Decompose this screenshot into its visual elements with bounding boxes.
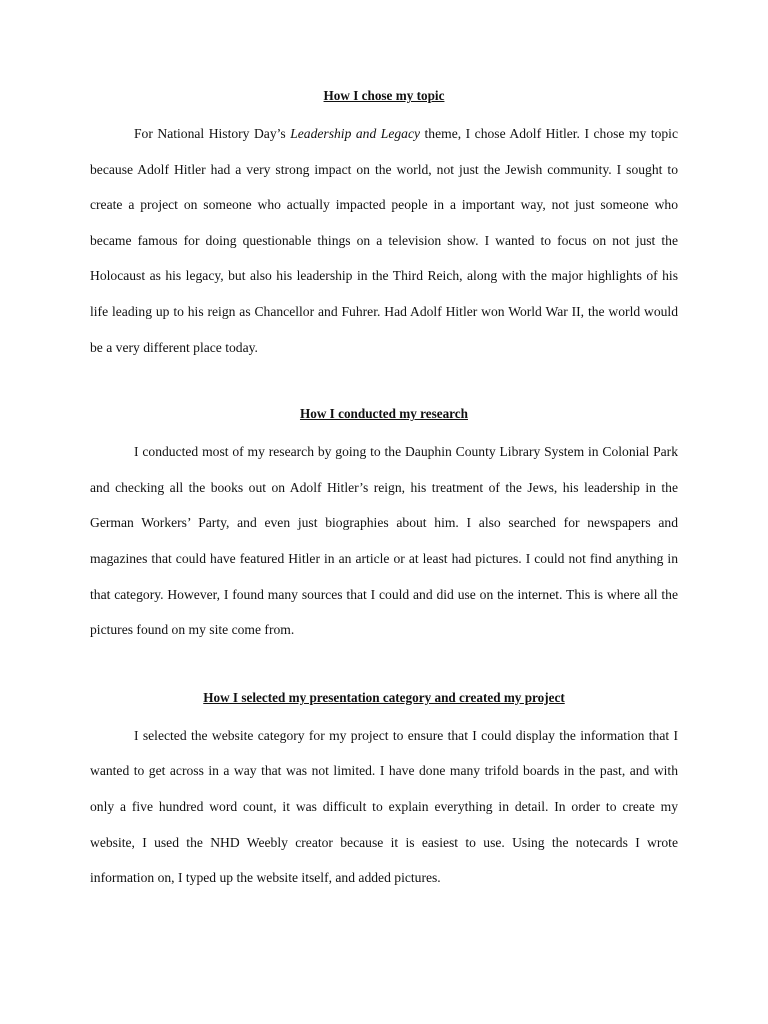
- paragraph-theme-italic: Leadership and Legacy: [290, 126, 421, 141]
- section-heading-research: How I conducted my research: [299, 406, 468, 422]
- paragraph-text-pre: For National History Day’s: [134, 126, 291, 141]
- paragraph-text-post: theme, I chose Adolf Hitler. I chose my topic because Adolf Hitler had a very strong impact on the world, not just the Jewish community. I sought to create a project on someone who actually impacted people in a important way, not just someone who became famous for doing questionable things on a television show. I wanted to focus on not just the Holocaust as his legacy, but also his leadership in the Third Reich, along with the major highlights of his life leading up to his reign as Chancellor and Fuhrer. Had Adolf Hitler won World War II, the world would be a very different place today.: [90, 126, 678, 355]
- section-heading-topic: How I chose my topic: [323, 88, 445, 103]
- section-paragraph-topic: [90, 116, 678, 365]
- section-paragraph-research: I conducted most of my research by going to the Dauphin County Library System in Colonial Park and checking all the books out on Adolf Hitler’s reign, his treatment of the Jews, his leadership in the German Workers’ Party, and even just biographies about him. I also searched for newspapers and magazines that could have featured Hitler in an article or at least had pictures. I could not find anything in that category. However, I found many sources that I could and did use on the internet. This is where all the pictures found on my site come from.: [90, 444, 678, 638]
- section-spacer: [90, 648, 678, 688]
- section-heading-presentation: How I selected my presentation category and created my project: [203, 689, 565, 705]
- document-page: [90, 86, 678, 896]
- section-paragraph-presentation: I selected the website category for my project to ensure that I could display the information that I wanted to get across in a way that was not limited. I have done many trifold boards in the past, and with only a five hundred word count, it was difficult to explain everything in detail. In order to create my website, I used the NHD Weebly creator because it is easiest to use. Using the notecards I wrote information on, I typed up the website itself, and added pictures.: [90, 727, 678, 886]
- section-spacer: [90, 365, 678, 404]
